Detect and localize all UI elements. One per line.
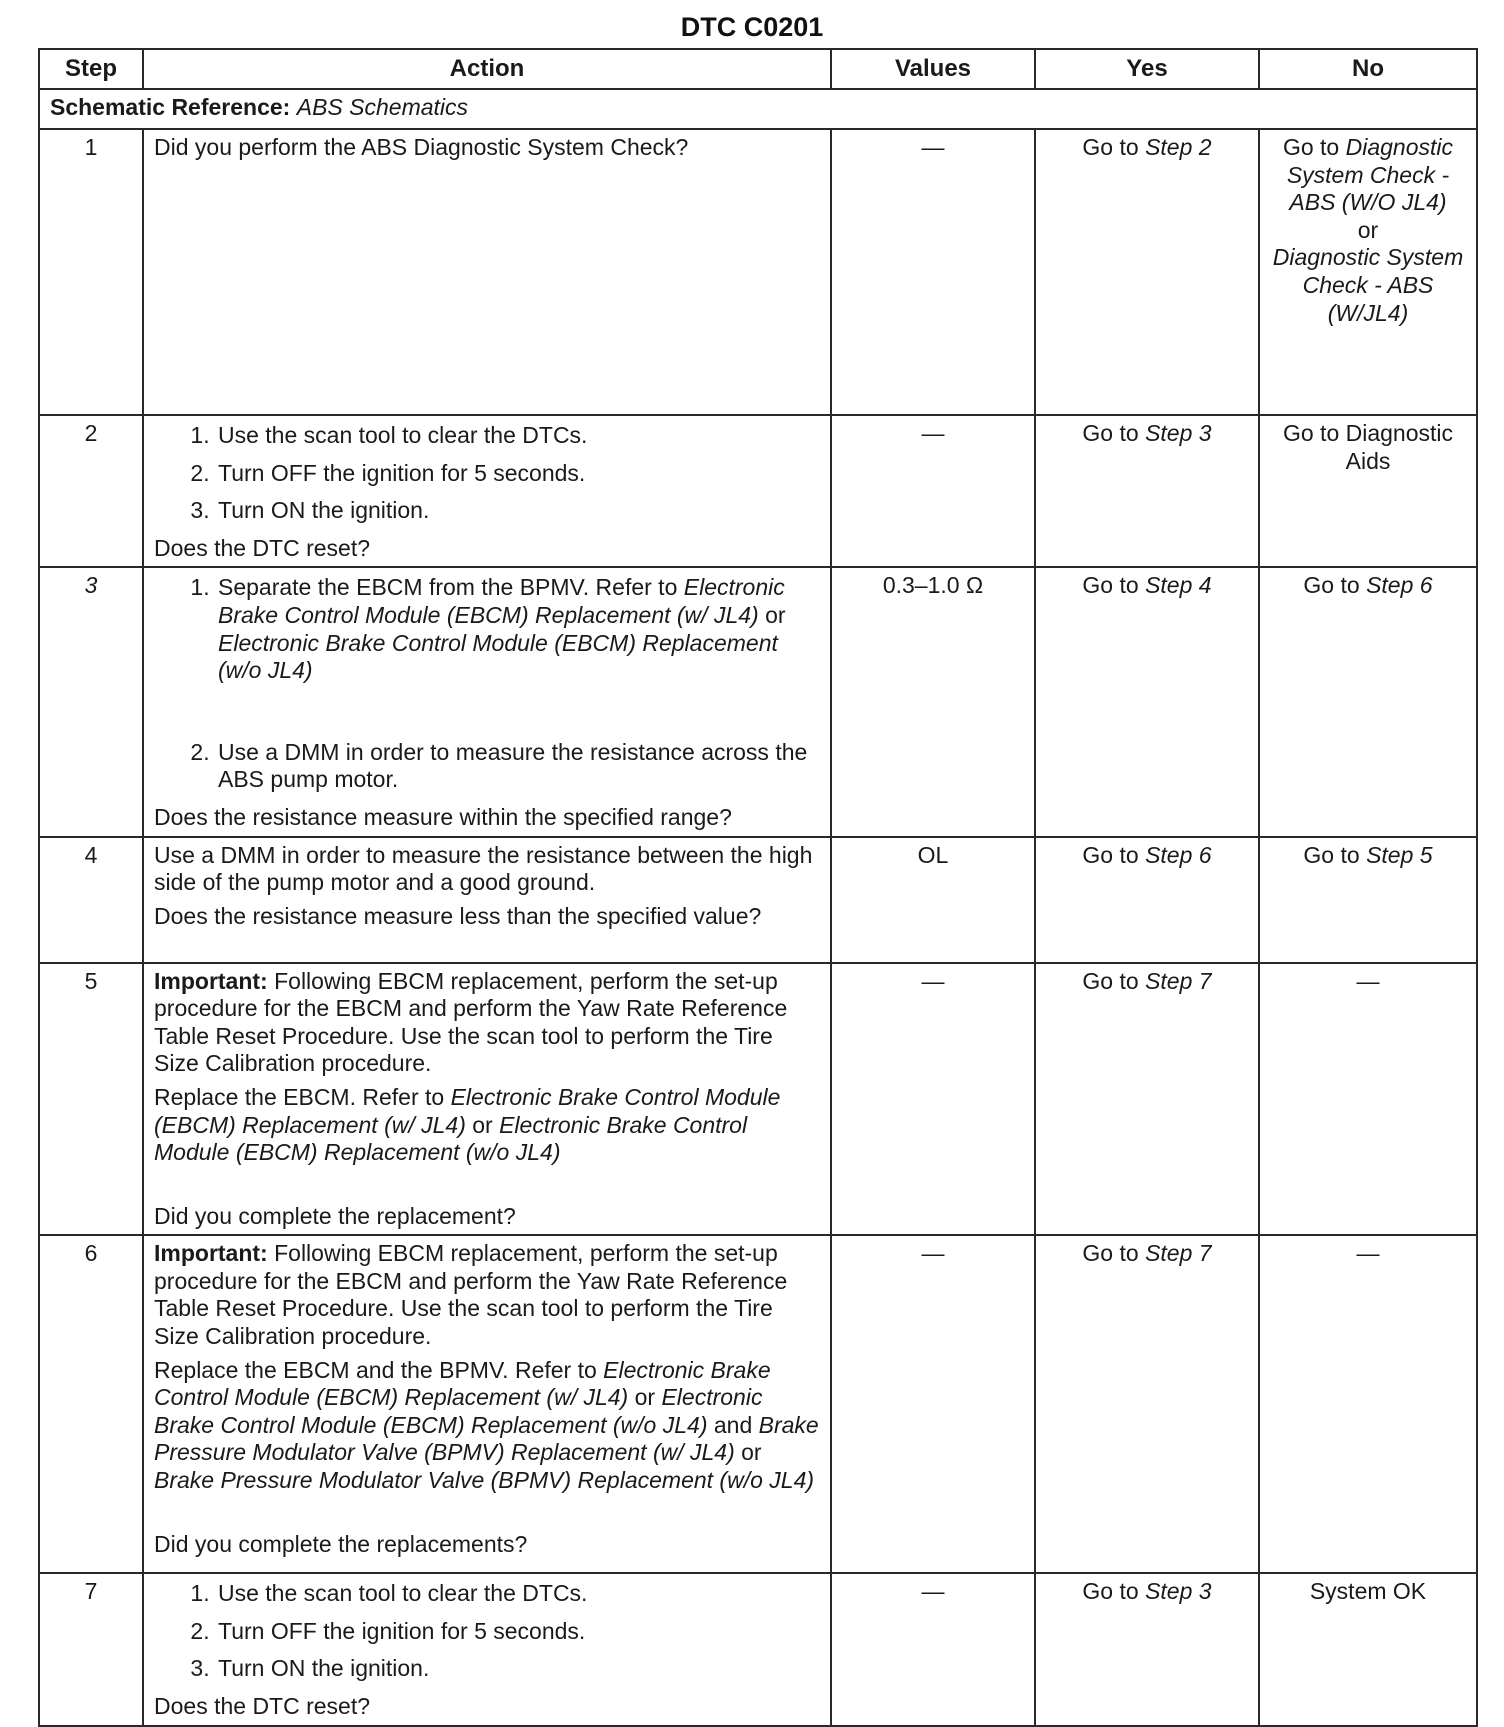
replace-instruction (154, 1084, 820, 1167)
replace-or: or (465, 1111, 500, 1138)
header-action: Action (143, 49, 831, 89)
important-label: Important: (154, 1240, 268, 1267)
yes-cell (1035, 129, 1259, 415)
yes-link[interactable]: Step 7 (1145, 1240, 1212, 1267)
list-item: 2. Turn OFF the ignition for 5 seconds. (216, 1618, 820, 1646)
schematic-reference (39, 89, 1477, 129)
yes-cell (1035, 567, 1259, 836)
action-cell (143, 837, 831, 963)
list-item: 3. Turn ON the ignition. (216, 1655, 820, 1683)
no-cell: — (1259, 963, 1477, 1236)
list-item-or: or (758, 601, 786, 628)
no-cell (1259, 837, 1477, 963)
no-cell[interactable]: Go to Diagnostic Aids (1259, 415, 1477, 567)
yes-cell (1035, 1573, 1259, 1725)
yes-link[interactable]: Step 3 (1145, 1578, 1212, 1605)
yes-prefix: Go to (1082, 134, 1146, 160)
table-row-step-4 (39, 837, 1477, 963)
value-cell: — (831, 129, 1035, 415)
action-question: Did you complete the replacements? (154, 1530, 528, 1557)
list-item: 2. Use a DMM in order to measure the resistance across the ABS pump motor. (216, 739, 820, 794)
action-question: Did you complete the replacement? (154, 1202, 516, 1229)
value-cell: — (831, 415, 1035, 567)
yes-link[interactable]: Step 7 (1145, 967, 1212, 994)
action-list (154, 1580, 820, 1683)
step-number: 4 (39, 837, 143, 963)
step-number: 1 (39, 129, 143, 415)
reference-link[interactable]: Electronic Brake Control Module (EBCM) Replacement (w/ JL4) (154, 1083, 781, 1138)
yes-prefix: Go to (1082, 1578, 1146, 1605)
list-item-text: Separate the EBCM from the BPMV. Refer to (218, 574, 684, 601)
action-cell (143, 1235, 831, 1573)
reference-link[interactable]: Brake Pressure Modulator Valve (BPMV) Replacement (w/ JL4) (154, 1411, 819, 1466)
yes-prefix: Go to (1082, 1240, 1146, 1267)
action-list (154, 574, 820, 794)
action-text: Did you perform the ABS Diagnostic System Check? (154, 134, 689, 160)
header-yes: Yes (1035, 49, 1259, 89)
reference-link[interactable]: Electronic Brake Control Module (EBCM) Replacement (w/o JL4) (218, 629, 778, 684)
header-values: Values (831, 49, 1035, 89)
important-text: Following EBCM replacement, perform the set-up procedure for the EBCM and perform the Yaw Rate Reference Table Reset Procedure. Use the scan tool to perform the Tire Size Calibration procedure. (154, 967, 788, 1077)
yes-link[interactable]: Step 4 (1145, 572, 1212, 599)
step-number: 5 (39, 963, 143, 1236)
important-label: Important: (154, 967, 268, 994)
reference-link[interactable]: Electronic Brake Control Module (EBCM) Replacement (w/o JL4) (154, 1111, 748, 1166)
replace-text: Replace the EBCM and the BPMV. Refer to (154, 1356, 604, 1383)
step-number: 3 (39, 567, 143, 836)
spacer (218, 685, 820, 729)
no-link[interactable]: Step 6 (1366, 572, 1433, 599)
table-row-step-5 (39, 963, 1477, 1236)
dtc-table (38, 48, 1478, 1727)
value-cell: — (831, 963, 1035, 1236)
yes-prefix: Go to (1082, 967, 1146, 994)
no-link-a[interactable]: Diagnostic System Check - ABS (W/O JL4) (1286, 134, 1454, 216)
no-link[interactable]: Step 5 (1366, 841, 1433, 868)
replace-text: Replace the EBCM. Refer to (154, 1083, 451, 1110)
reference-link[interactable]: Electronic Brake Control Module (EBCM) Replacement (w/ JL4) (154, 1356, 771, 1411)
step-number: 2 (39, 415, 143, 567)
reference-link[interactable]: Electronic Brake Control Module (EBCM) Replacement (w/o JL4) (154, 1384, 763, 1438)
yes-cell (1035, 963, 1259, 1236)
yes-cell (1035, 1235, 1259, 1573)
list-item: 2. Turn OFF the ignition for 5 seconds. (216, 460, 820, 488)
step-number: 7 (39, 1573, 143, 1725)
no-prefix: Go to (1303, 841, 1367, 868)
replace-or: or (734, 1439, 762, 1466)
no-cell: — (1259, 1235, 1477, 1573)
table-row-step-7 (39, 1573, 1477, 1725)
action-question: Does the DTC reset? (154, 1693, 371, 1720)
schematic-label: Schematic Reference: (50, 94, 291, 120)
yes-link[interactable]: Step 3 (1145, 420, 1212, 446)
action-cell (143, 129, 831, 415)
important-note (154, 1240, 820, 1350)
schematic-reference-row (39, 89, 1477, 129)
header-row (39, 49, 1477, 89)
list-item: 1. Use the scan tool to clear the DTCs. (216, 422, 820, 450)
spacer (154, 1173, 820, 1199)
action-cell (143, 1573, 831, 1725)
no-prefix: Go to (1303, 572, 1367, 599)
list-item: 1. Use the scan tool to clear the DTCs. (216, 1580, 820, 1608)
action-question: Does the resistance measure within the specified range? (154, 803, 732, 830)
table-row-step-2 (39, 415, 1477, 567)
table-row-step-3 (39, 567, 1477, 836)
no-or: or (1357, 216, 1379, 243)
important-note (154, 968, 820, 1078)
table-row-step-6 (39, 1235, 1477, 1573)
action-list (154, 422, 820, 525)
list-item: 3. Turn ON the ignition. (216, 497, 820, 525)
value-cell: — (831, 1573, 1035, 1725)
action-text: Use a DMM in order to measure the resistance between the high side of the pump motor and a good ground. (154, 841, 813, 896)
step-number: 6 (39, 1235, 143, 1573)
important-text: Following EBCM replacement, perform the set-up procedure for the EBCM and perform the Yaw Rate Reference Table Reset Procedure. Use the scan tool to perform the Tire Size Calibration procedure. (154, 1240, 788, 1350)
page-title: DTC C0201 (680, 12, 824, 42)
replace-instruction (154, 1357, 820, 1495)
reference-link[interactable]: Electronic Brake Control Module (EBCM) Replacement (w/ JL4) (218, 574, 785, 628)
yes-link[interactable]: Step 6 (1145, 841, 1212, 868)
action-cell (143, 567, 831, 836)
action-cell (143, 415, 831, 567)
list-item (216, 574, 820, 728)
value-cell: — (831, 1235, 1035, 1573)
no-cell: System OK (1259, 1573, 1477, 1725)
table-row-step-1 (39, 129, 1477, 415)
reference-link[interactable]: Brake Pressure Modulator Valve (BPMV) Replacement (w/o JL4) (154, 1467, 815, 1494)
no-link-b[interactable]: Diagnostic System Check - ABS (W/JL4) (1272, 244, 1464, 326)
yes-cell (1035, 837, 1259, 963)
action-question: Does the DTC reset? (154, 534, 371, 561)
action-cell (143, 963, 831, 1236)
no-cell (1259, 129, 1477, 415)
no-cell (1259, 567, 1477, 836)
action-question: Does the resistance measure less than the specified value? (154, 902, 762, 929)
yes-cell (1035, 415, 1259, 567)
schematic-link[interactable]: ABS Schematics (296, 94, 469, 120)
yes-prefix: Go to (1082, 841, 1146, 868)
value-cell: 0.3–1.0 Ω (831, 567, 1035, 836)
replace-or: or (628, 1384, 662, 1411)
header-step: Step (39, 49, 143, 89)
yes-link[interactable]: Step 2 (1145, 134, 1212, 160)
yes-prefix: Go to (1082, 420, 1146, 446)
header-no: No (1259, 49, 1477, 89)
value-cell: OL (831, 837, 1035, 963)
replace-and: and (707, 1411, 759, 1438)
spacer (154, 1501, 820, 1527)
no-prefix: Go to (1282, 134, 1346, 160)
yes-prefix: Go to (1082, 572, 1146, 599)
